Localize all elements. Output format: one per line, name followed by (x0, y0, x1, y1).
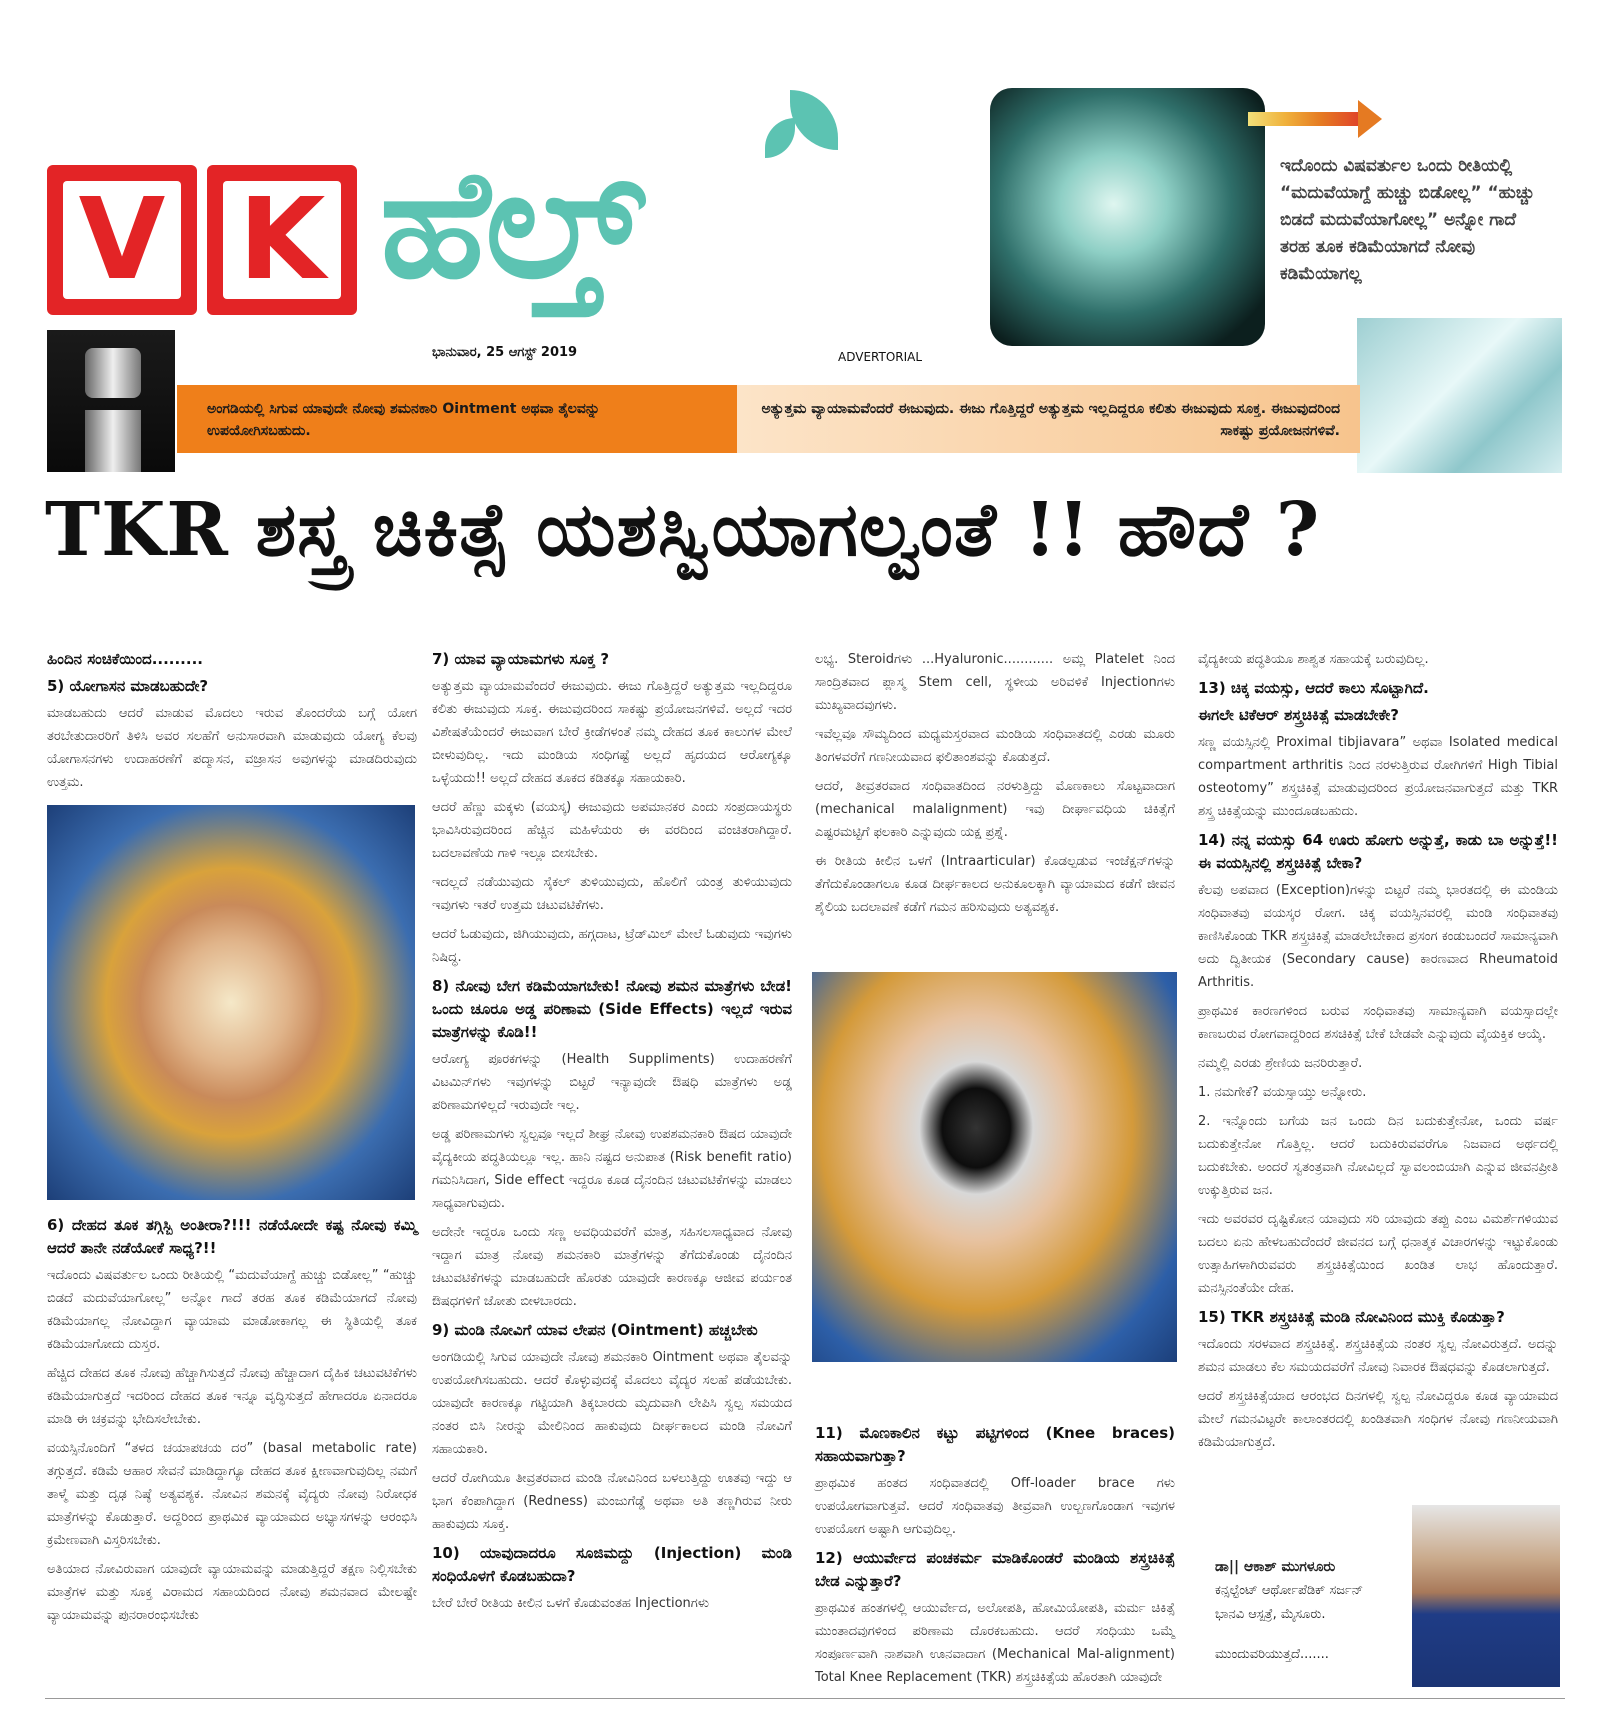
answer-7a: ಅತ್ಯುತ್ತಮ ವ್ಯಾಯಾಮವೆಂದರೆ ಈಜುವುದು. ಈಜು ಗೊತ್ತಿದ್ದರೆ ಅತ್ಯುತ್ತಮ ಇಲ್ಲದಿದ್ದರೂ ಕಲಿತು ಈಜುವುದು ಸೂಕ್ತ. ಈಜುವುದರಿಂದ ಸಾಕಷ್ಟು ಪ್ರಯೋಜನಗಳಿವೆ. ಅಲ್ಲದೆ ಇದರ ವಿಶೇಷತೆಯೆಂದರೆ ಈಜುವಾಗ ಬೇರೆ ಕ್ರೀಡೆಗಳಂತೆ ನಮ್ಮ ದೇಹದ ತೂಕ ಕಾಲುಗಳ ಮೇಲೆ ಬೀಳುವುದಿಲ್ಲ. ಇದು ಮಂಡಿಯ ಸಂಧಿಗಷ್ಟೆ ಅಲ್ಲದೆ ಹೃದಯದ ಆರೋಗ್ಯಕ್ಕೂ ಒಳ್ಳೆಯದು!! ಅಲ್ಲದೆ ದೇಹದ ತೂಕದ ಕಡಿತಕ್ಕೂ ಸಹಾಯಕಾರಿ. (432, 679, 792, 786)
advertorial-label: ADVERTORIAL (838, 350, 923, 364)
answer-14f: ಇದು ಅವರವರ ದೃಷ್ಟಿಕೋನ ಯಾವುದು ಸರಿ ಯಾವುದು ತಪ್ಪು ಎಂಬ ವಿಮರ್ಶೆಗಳಿಯುವ ಬದಲು ಏನು ಹೇಳಬಹುದೆಂದರೆ ಜೀವನದ ಬಗ್ಗೆ ಧನಾತ್ಮಕ ವಿಚಾರಗಳನ್ನು ಇಟ್ಟುಕೊಂಡು ಉತ್ಸಾಹಿಗಳಾಗಿರುವವರು ಶಸ್ತ್ರಚಿಕಿತ್ಸೆಯಿಂದ ಖಂಡಿತ ಲಾಭ ಹೊಂದುತ್ತಾರೆ. ಮನಸ್ಸಿನಂತೆಯೇ ದೇಹ. (1198, 1212, 1558, 1296)
answer-10c: ಇವೆಲ್ಲವೂ ಸೌಮ್ಯದಿಂದ ಮಧ್ಯಮಸ್ತರವಾದ ಮಂಡಿಯ ಸಂಧಿವಾತದಲ್ಲಿ ಎರಡು ಮೂರು ತಿಂಗಳವರೆಗೆ ಗಣನೀಯವಾದ ಫಲಿತಾಂಶವನ್ನು ಕೊಡುತ್ತದೆ. (815, 727, 1175, 765)
knee-xray-image (990, 88, 1265, 346)
question-8: 8) ನೋವು ಬೇಗ ಕಡಿಮೆಯಾಗಬೇಕು! ನೋವು ಶಮನ ಮಾತ್ರೆಗಳು ಬೇಡ! ಒಂದು ಚೂರೂ ಅಡ್ಡ ಪರಿಣಾಮ (Side Effects) ಇಲ್ಲದೆ ಇರುವ ಮಾತ್ರೆಗಳನ್ನು ಕೊಡಿ!! (432, 977, 792, 1041)
arrow-icon (1248, 112, 1358, 126)
knee-surgery-photo (47, 805, 415, 1200)
answer-6c: ವಯಸ್ಸಿನೊಂದಿಗೆ “ತಳದ ಚಯಾಪಚಯ ದರ” (basal metabolic rate) ತಗ್ಗುತ್ತದೆ. ಕಡಿಮೆ ಆಹಾರ ಸೇವನೆ ಮಾಡಿದ್ದಾಗ್ಯೂ ದೇಹದ ತೂಕ ಕ್ಷೀಣವಾಗುವುದಿಲ್ಲ ನಮಗೆ ತಾಳ್ಮೆ ಮತ್ತು ದೃಢ ನಿಷ್ಠೆ ಅತ್ಯವಶ್ಯಕ. ನೋವಿನ ಶಮನಕ್ಕೆ ವೈದ್ಯರು ನೋವು ನಿರೋಧಕ ಮಾತ್ರೆಗಳನ್ನು ಕೊಡುತ್ತಾರೆ. ಅದ್ದರಿಂದ ಪ್ರಾಥಮಿಕ ವ್ಯಾಯಾಮದ ಅಭ್ಯಾಸಗಳನ್ನು ಆರಂಭಿಸಿ ಕ್ರಮೇಣವಾಗಿ ವಿಸ್ತರಿಸಬೇಕು. (47, 1441, 417, 1548)
answer-10d: ಆದರೆ, ತೀವ್ರತರವಾದ ಸಂಧಿವಾತದಿಂದ ನರಳುತ್ತಿದ್ದು ಮೊಣಕಾಲು ಸೊಟ್ಟವಾದಾಗ (mechanical malalignment) ಇವು ದೀರ್ಘಾವಧಿಯ ಚಿಕಿತ್ಸೆಗೆ ಎಷ್ಟರಮಟ್ಟಿಗೆ ಫಲಕಾರಿ ಎನ್ನುವುದು ಯಕ್ಷ ಪ್ರಶ್ನೆ. (815, 779, 1175, 840)
answer-7c: ಇದಲ್ಲದೆ ನಡೆಯುವುದು ಸೈಕಲ್ ತುಳಿಯುವುದು, ಹೊಲಿಗೆ ಯಂತ್ರ ತುಳಿಯುವುದು ಇವುಗಳು ಇತರೆ ಉತ್ತಮ ಚಟುವಟಿಕೆಗಳು. (432, 875, 792, 913)
answer-8b: ಅಡ್ಡ ಪರಿಣಾಮಗಳು ಸ್ವಲ್ಪವೂ ಇಲ್ಲದೆ ಶೀಘ್ರ ನೋವು ಉಪಶಮನಕಾರಿ ಔಷದ ಯಾವುದೇ ವೈದ್ಯಕೀಯ ಪದ್ಧತಿಯಲ್ಲೂ ಇಲ್ಲ. ಹಾನಿ ನಷ್ಟದ ಅನುಪಾತ (Risk benefit ratio) ಗಮನಿಸಿದಾಗ, Side effect ಇದ್ದರೂ ಕೂಡ ದೈನಂದಿನ ಚಟುವಟಿಕೆಗಳನ್ನು ಮಾಡಲು ಸಾಧ್ಯವಾಗುವುದು. (432, 1127, 792, 1211)
column-3 (815, 648, 1175, 925)
question-11: 11) ಮೊಣಕಾಲಿನ ಕಟ್ಟು ಪಟ್ಟಿಗಳಿಂದ (Knee braces) ಸಹಾಯವಾಗುತ್ತಾ? (815, 1424, 1175, 1465)
column-3-lower (815, 1420, 1175, 1695)
answer-8a: ಆರೋಗ್ಯ ಪೂರಕಗಳನ್ನು (Health Suppliments) ಉದಾಹರಣೆಗೆ ವಿಟಮಿನ್‌ಗಳು ಇವುಗಳನ್ನು ಬಿಟ್ಟರೆ ಇನ್ಯಾವುದೇ ಔಷಧಿ ಮಾತ್ರೆಗಳು ಅಡ್ಡ ಪರಿಣಾಮಗಳಿಲ್ಲದೆ ಇರುವುದೇ ಇಲ್ಲ. (432, 1052, 792, 1113)
answer-14b: ಪ್ರಾಥಮಿಕ ಕಾರಣಗಳಿಂದ ಬರುವ ಸಂಧಿವಾತವು ಸಾಮಾನ್ಯವಾಗಿ ವಯಸ್ಸಾದಲ್ಲೇ ಕಾಣಬರುವ ರೋಗವಾದ್ದರಿಂದ ಶಸಚಿಕಿತ್ಸೆ ಬೇಕೆ ಬೇಡವೇ ಎನ್ನುವುದು ವೈಯಕ್ತಿಕ ಆಯ್ಕೆ. (1198, 1004, 1558, 1042)
author-title: ಕನ್ಸಲ್ಟೆಂಟ್ ಆರ್ಥೋಪೆಡಿಕ್ ಸರ್ಜನ್ (1215, 1583, 1364, 1598)
continued-note: ಮುಂದುವರಿಯುತ್ತದೆ....... (1215, 1647, 1329, 1662)
page-headline: TKR ಶಸ್ತ್ರ ಚಿಕಿತ್ಸೆ ಯಶಸ್ವಿಯಾಗಲ್ವಂತೆ !! ಹೌದೆ ? (45, 487, 1321, 573)
answer-10b: ಲಭ್ಯ. Steroidಗಳು ...Hyaluronic............ ಅಮ್ಲ Platelet ನಿಂದ ಸಾಂದ್ರಿತವಾದ ಪ್ಲಾಸ್ಮ Stem cell, ಸ್ಥಳೀಯ ಅರಿವಳಿಕೆ Injectionಗಳು ಮುಖ್ಯವಾದವುಗಳು. (815, 652, 1175, 713)
leaf-icon (790, 90, 838, 150)
question-5: 5) ಯೋಗಾಸನ ಮಾಡಬಹುದೇ? (47, 677, 209, 695)
answer-5: ಮಾಡಬಹುದು ಆದರೆ ಮಾಡುವ ಮೊದಲು ಇರುವ ತೊಂದರೆಯ ಬಗ್ಗೆ ಯೋಗ ತರಬೇತುದಾರರಿಗೆ ತಿಳಿಸಿ ಅವರ ಸಲಹೆಗೆ ಅನುಸಾರವಾಗಿ ಮಾಡುವುದು ಯೋಗ್ಯ ಕೆಲವು ಯೋಗಾಸನಗಳು ಉದಾಹರಣೆಗೆ ಪದ್ಮಾಸನ, ವಜ್ರಾಸನ ಅವುಗಳನ್ನು ಮಾಡದಿರುವುದು ಉತ್ತಮ. (47, 706, 417, 790)
answer-8c: ಅದೇನೇ ಇದ್ದರೂ ಒಂದು ಸಣ್ಣ ಅವಧಿಯವರೆಗೆ ಮಾತ್ರ, ಸಹಿಸಲಸಾಧ್ಯವಾದ ನೋವು ಇದ್ದಾಗ ಮಾತ್ರ ನೋವು ಶಮನಕಾರಿ ಮಾತ್ರೆಗಳನ್ನು ತೆಗೆದುಕೊಂಡು ದೈನಂದಿನ ಚಟುವಟಿಕೆಗಳನ್ನು ಮಾಡಬಹುದೇ ಹೊರತು ಯಾವುದೇ ಕಾರಣಕ್ಕೂ ಆಜೀವ ಪರ್ಯಂತ ಔಷಧಗಳಿಗೆ ಜೋತು ಬೀಳಬಾರದು. (432, 1225, 792, 1309)
issue-date: ಭಾನುವಾರ, 25 ಆಗಸ್ಟ್ 2019 (432, 345, 578, 360)
implant-xray-image (47, 330, 175, 472)
leg-xray-image (1357, 318, 1562, 473)
column-2 (432, 648, 792, 1621)
author-byline (1215, 1555, 1405, 1667)
answer-14d: 1. ನಮಗೇಕೆ? ವಯಸ್ಸಾಯ್ತು ಅನ್ನೋರು. (1198, 1085, 1367, 1100)
answer-12b: ವೈದ್ಯಕೀಯ ಪದ್ಧತಿಯೂ ಶಾಶ್ವತ ಸಹಾಯಕ್ಕೆ ಬರುವುದಿಲ್ಲ. (1198, 652, 1429, 667)
answer-10: ಬೇರೆ ಬೇರೆ ರೀತಿಯ ಕೀಲಿನ ಒಳಗೆ ಕೊಡುವಂತಹ Injectionಗಳು (432, 1596, 710, 1611)
answer-6b: ಹೆಚ್ಚಿದ ದೇಹದ ತೂಕ ನೋವು ಹೆಚ್ಚಾಗಿಸುತ್ತದೆ ನೋವು ಹೆಚ್ಚಾದಾಗ ದೈಹಿಕ ಚಟುವಟಿಕೆಗಳು ಕಡಿಮೆಯಾಗುತ್ತದೆ ಇದರಿಂದ ದೇಹದ ತೂಕ ಇನ್ನೂ ವೃದ್ಧಿಸುತ್ತದೆ ಹೇಗಾದರೂ ಏನಾದರೂ ಮಾಡಿ ಈ ಚಕ್ರವನ್ನು ಭೇದಿಸಲೇಬೇಕು. (47, 1366, 417, 1427)
author-name: ಡಾ|| ಆಕಾಶ್ ಮುಗಳೂರು (1215, 1559, 1336, 1575)
logo-letter-k: K (207, 165, 357, 315)
question-12: 12) ಆಯುರ್ವೇದ ಪಂಚಕರ್ಮ ಮಾಡಿಕೊಂಡರೆ ಮಂಡಿಯ ಶಸ್ತ್ರಚಿಕಿತ್ಸೆ ಬೇಡ ಎನ್ನುತ್ತಾರೆ? (815, 1549, 1175, 1590)
question-6: 6) ದೇಹದ ತೂಕ ತಗ್ಗಿಸ್ಬಿ ಅಂತೀರಾ?!!! ನಡೆಯೋದೇ ಕಷ್ಟ ನೋವು ಕಮ್ಮಿ ಆದರೆ ತಾನೇ ನಡೆಯೋಕೆ ಸಾಧ್ಯ?!! (47, 1216, 417, 1257)
answer-9a: ಅಂಗಡಿಯಲ್ಲಿ ಸಿಗುವ ಯಾವುದೇ ನೋವು ಶಮನಕಾರಿ Ointment ಅಥವಾ ತೈಲವನ್ನು ಉಪಯೋಗಿಸಬಹುದು. ಆದರೆ ಕೊಳ್ಳುವುದಕ್ಕೆ ಮೊದಲು ವೈದ್ಯರ ಸಲಹೆ ಪಡೆಯಬೇಕು. ಯಾವುದೇ ಕಾರಣಕ್ಕೂ ಗಟ್ಟಿಯಾಗಿ ತಿಕ್ಕಬಾರದು ಮೃದುವಾಗಿ ಲೇಪಿಸಿ ಸ್ವಲ್ಪ ಸಮಯದ ನಂತರ ಬಿಸಿ ನೀರನ್ನು ಮೇಲಿನಿಂದ ಹಾಕುವುದು ದೀರ್ಘಕಾಲದ ಮಂಡಿ ನೋವಿಗೆ ಸಹಾಯಕಾರಿ. (432, 1350, 792, 1457)
question-14: 14) ನನ್ನ ವಯಸ್ಸು 64 ಊರು ಹೋಗು ಅನ್ನುತ್ತೆ, ಕಾಡು ಬಾ ಅನ್ನುತ್ತೆ!! ಈ ವಯಸ್ಸಿನಲ್ಲಿ ಶಸ್ತ್ರಚಿಕಿತ್ಸೆ ಬೇಕಾ? (1198, 831, 1558, 872)
health-title: ಹೆಲ್ತ್ (380, 138, 644, 312)
answer-11: ಪ್ರಾಥಮಿಕ ಹಂತದ ಸಂಧಿವಾತದಲ್ಲಿ Off-loader brace ಗಳು ಉಪಯೋಗವಾಗುತ್ತವೆ. ಆದರೆ ಸಂಧಿವಾತವು ತೀವ್ರವಾಗಿ ಉಲ್ಬಣಗೊಂಡಾಗ ಇವುಗಳ ಉಪಯೋಗ ಅಷ್ಟಾಗಿ ಆಗುವುದಿಲ್ಲ. (815, 1476, 1175, 1537)
answer-10e: ಈ ರೀತಿಯ ಕೀಲಿನ ಒಳಗೆ (Intraarticular) ಕೊಡಲ್ಪಡುವ ಇಂಜೆಕ್ಷನ್‌ಗಳನ್ನು ತೆಗೆದುಕೊಂಡಾಗಲೂ ಕೂಡ ದೀರ್ಘಕಾಲದ ಅನುಕೂಲಕ್ಕಾಗಿ ವ್ಯಾಯಾಮದ ಕಡೆಗೆ ಜೀವನ ಶೈಲಿಯ ಬದಲಾವಣೆ ಕಡೆಗೆ ಗಮನ ಹರಿಸುವುದು ಅತ್ಯವಶ್ಯಕ. (815, 854, 1175, 915)
implant-surgery-photo (812, 972, 1177, 1362)
question-15: 15) TKR ಶಸ್ತ್ರಚಿಕಿತ್ಸೆ ಮಂಡಿ ನೋವಿನಿಂದ ಮುಕ್ತಿ ಕೊಡುತ್ತಾ? (1198, 1308, 1505, 1326)
answer-14c: ನಮ್ಮಲ್ಲಿ ಎರಡು ಶ್ರೇಣಿಯ ಜನರಿರುತ್ತಾರೆ. (1198, 1056, 1363, 1071)
answer-6d: ಅತಿಯಾದ ನೋವಿರುವಾಗ ಯಾವುದೇ ವ್ಯಾಯಾಮವನ್ನು ಮಾಡುತ್ತಿದ್ದರೆ ತಕ್ಷಣ ನಿಲ್ಲಿಸಬೇಕು ಮಾತ್ರೆಗಳ ಮತ್ತು ಸೂಕ್ತ ವಿರಾಮದ ಸಹಾಯದಿಂದ ನೋವು ಶಮನವಾದ ಮೇಲಷ್ಟೇ ವ್ಯಾಯಾಮವನ್ನು ಪುನರಾರಂಭಿಸಬೇಕು (47, 1562, 417, 1623)
answer-9b: ಆದರೆ ರೋಗಿಯೂ ತೀವ್ರತರವಾದ ಮಂಡಿ ನೋವಿನಿಂದ ಬಳಲುತ್ತಿದ್ದು ಊತವು ಇದ್ದು ಆ ಭಾಗ ಕೆಂಪಾಗಿದ್ದಾಗ (Redness) ಮಂಜುಗೆಡ್ಡೆ ಅಥವಾ ಅತಿ ತಣ್ಣಗಿರುವ ನೀರು ಹಾಕುವುದು ಸೂಕ್ತ. (432, 1471, 792, 1532)
doctor-photo (1412, 1505, 1560, 1687)
question-13: 13) ಚಿಕ್ಕ ವಯಸ್ಸು, ಆದರೆ ಕಾಲು ಸೊಟ್ಟಾಗಿದೆ. (1198, 679, 1429, 697)
answer-13: ಸಣ್ಣ ವಯಸ್ಸಿನಲ್ಲಿ Proximal tibjiavara” ಅಥವಾ Isolated medical compartment arthritis ನಿಂದ ನರಳುತ್ತಿರುವ ರೋಗಿಗಳಿಗೆ High Tibial osteotomy” ಶಸ್ತ್ರಚಿಕಿತ್ಸೆ ಮಾಡುವುದರಿಂದ ಪ್ರಯೋಜನವಾಗುತ್ತದೆ ಮತ್ತು TKR ಶಸ್ತ್ರ ಚಿಕಿತ್ಸೆಯನ್ನು ಮುಂದೂಡಬಹುದು. (1198, 735, 1558, 819)
answer-7d: ಆದರೆ ಓಡುವುದು, ಜಿಗಿಯುವುದು, ಹಗ್ಗದಾಟ, ಟ್ರೆಡ್‌ಮಿಲ್ ಮೇಲೆ ಓಡುವುದು ಇವುಗಳು ನಿಷಿದ್ಧ. (432, 927, 792, 965)
leaf-icon (765, 118, 795, 158)
bottom-rule (45, 1698, 1565, 1699)
swimming-banner: ಅತ್ಯುತ್ತಮ ವ್ಯಾಯಾಮವೆಂದರೆ ಈಜುವುದು. ಈಜು ಗೊತ್ತಿದ್ದರೆ ಅತ್ಯುತ್ತಮ ಇಲ್ಲದಿದ್ದರೂ ಕಲಿತು ಈಜುವುದು ಸೂಕ್ತ. ಈಜುವುದರಿಂದ ಸಾಕಷ್ಟು ಪ್ರಯೋಜನಗಳಿವೆ. (737, 385, 1360, 453)
answer-14a: ಕೆಲವು ಅಪವಾದ (Exception)ಗಳನ್ನು ಬಿಟ್ಟರೆ ನಮ್ಮ ಭಾರತದಲ್ಲಿ ಈ ಮಂಡಿಯ ಸಂಧಿವಾತವು ವಯಸ್ಕರ ರೋಗ. ಚಿಕ್ಕ ವಯಸ್ಸಿನವರಲ್ಲಿ ಮಂಡಿ ಸಂಧಿವಾತವು ಕಾಣಿಸಿಕೊಂಡು TKR ಶಸ್ತ್ರಚಿಕಿತ್ಸೆ ಮಾಡಲೇಬೇಕಾದ ಪ್ರಸಂಗ ಕಂಡುಬಂದರೆ ಸಾಮಾನ್ಯವಾಗಿ ಅದು ದ್ವಿತೀಯಕ (Secondary cause) ಕಾರಣವಾದ Rheumatoid Arthritis. (1198, 883, 1558, 990)
answer-14e: 2. ಇನ್ನೊಂದು ಬಗೆಯ ಜನ ಒಂದು ದಿನ ಬದುಕುತ್ತೇನೋ, ಒಂದು ವರ್ಷ ಬದುಕುತ್ತೇನೋ ಗೊತ್ತಿಲ್ಲ. ಆದರೆ ಬದುಕಿರುವವರೆಗೂ ನಿಜವಾದ ಅರ್ಥದಲ್ಲಿ ಬದುಕಬೇಕು. ಅಂದರೆ ಸ್ವತಂತ್ರವಾಗಿ ನೋವಿಲ್ಲದೆ ಸ್ವಾವಲಂಬಿಯಾಗಿ ಎನ್ನುವ ಜೀವನಪ್ರೀತಿ ಉಕ್ಕುತ್ತಿರುವ ಜನ. (1198, 1114, 1558, 1198)
answer-15b: ಆದರೆ ಶಸ್ತ್ರಚಿಕಿತ್ಸೆಯಾದ ಆರಂಭದ ದಿನಗಳಲ್ಲಿ ಸ್ವಲ್ಪ ನೋವಿದ್ದರೂ ಕೂಡ ವ್ಯಾಯಾಮದ ಮೇಲೆ ಗಮನವಿಟ್ಟರೇ ಕಾಲಾಂತರದಲ್ಲಿ ಖಂಡಿತವಾಗಿ ಸಂಧಿಗಳ ನೋವು ಗಣನೀಯವಾಗಿ ಕಡಿಮೆಯಾಗುತ್ತದೆ. (1198, 1389, 1558, 1450)
column-1 (47, 648, 417, 800)
side-quote: ಇದೊಂದು ವಿಷವರ್ತುಲ ಒಂದು ರೀತಿಯಲ್ಲಿ “ಮದುವೆಯಾಗ್ದೆ ಹುಚ್ಚು ಬಿಡೋಲ್ಲ” “ಹುಚ್ಚು ಬಿಡದೆ ಮದುವೆಯಾಗೋಲ್ಲ” ಅನ್ನೋ ಗಾದೆ ತರಹ ತೂಕ ಕಡಿಮೆಯಾಗದೆ ನೋವು ಕಡಿಮೆಯಾಗಲ್ಲ (1280, 156, 1535, 284)
continued-label: ಹಿಂದಿನ ಸಂಚಿಕೆಯಿಂದ......... (47, 650, 203, 668)
author-hospital: ಭಾನವಿ ಆಸ್ಪತ್ರೆ, ಮೈಸೂರು. (1215, 1607, 1326, 1622)
question-10: 10) ಯಾವುದಾದರೂ ಸೂಜಿಮದ್ದು (Injection) ಮಂಡಿ ಸಂಧಿಯೊಳಗೆ ಕೊಡಬಹುದಾ? (432, 1544, 792, 1585)
logo-letter-v: V (47, 165, 197, 315)
answer-12: ಪ್ರಾಥಮಿಕ ಹಂತಗಳಲ್ಲಿ ಆಯುರ್ವೇದ, ಅಲೋಪತಿ, ಹೋಮಿಯೋಪತಿ, ಮರ್ಮ ಚಿಕಿತ್ಸೆ ಮುಂತಾದವುಗಳಿಂದ ಪರಿಣಾಮ ದೊರಕಬಹುದು. ಆದರೆ ಸಂಧಿಯು ಒಮ್ಮೆ ಸಂಪೂರ್ಣವಾಗಿ ನಾಶವಾಗಿ ಊನವಾದಾಗ (Mechanical Mal-alignment) Total Knee Replacement (TKR) ಶಸ್ತ್ರಚಿಕಿತ್ಸೆಯ ಹೊರತಾಗಿ ಯಾವುದೇ (815, 1601, 1175, 1685)
question-7: 7) ಯಾವ ವ್ಯಾಯಾಮಗಳು ಸೂಕ್ತ ? (432, 650, 610, 668)
question-9: 9) ಮಂಡಿ ನೋವಿಗೆ ಯಾವ ಲೇಪನ (Ointment) ಹಚ್ಚಬೇಕು (432, 1321, 758, 1339)
ointment-banner: ಅಂಗಡಿಯಲ್ಲಿ ಸಿಗುವ ಯಾವುದೇ ನೋವು ಶಮನಕಾರಿ Ointment ಅಥವಾ ತೈಲವನ್ನು ಉಪಯೋಗಿಸಬಹುದು. (177, 385, 737, 453)
column-4 (1198, 648, 1558, 1460)
question-13-sub: ಈಗಲೇ ಟಿಕೆಆರ್ ಶಸ್ತ್ರಚಿಕಿತ್ಸೆ ಮಾಡಬೇಕೇ? (1198, 706, 1399, 724)
answer-7b: ಆದರೆ ಹೆಣ್ಣು ಮಕ್ಕಳು (ವಯಸ್ಕ) ಈಜುವುದು ಅಪಮಾನಕರ ಎಂದು ಸಂಪ್ರದಾಯಸ್ಥರು ಭಾವಿಸಿರುವುದರಿಂದ ಹೆಚ್ಚಿನ ಮಹಿಳೆಯರು ಈ ವರದಿಂದ ವಂಚಿತರಾಗಿದ್ದಾರೆ. ಬದಲಾವಣೆಯ ಗಾಳಿ ಇಲ್ಲೂ ಬೀಸಬೇಕು. (432, 800, 792, 861)
answer-15a: ಇದೊಂದು ಸರಳವಾದ ಶಸ್ತ್ರಚಿಕಿತ್ಸೆ. ಶಸ್ತ್ರಚಿಕಿತ್ಸೆಯ ನಂತರ ಸ್ವಲ್ಪ ನೋವಿರುತ್ತದೆ. ಅದನ್ನು ಶಮನ ಮಾಡಲು ಕೆಲ ಸಮಯದವರೆಗೆ ನೋವು ನಿವಾರಕ ಔಷಧವನ್ನು ಕೊಡಲಾಗುತ್ತದೆ. (1198, 1337, 1558, 1375)
arrow-head-icon (1358, 100, 1382, 138)
answer-6a: ಇದೊಂದು ವಿಷವರ್ತುಲ ಒಂದು ರೀತಿಯಲ್ಲಿ “ಮದುವೆಯಾಗ್ದೆ ಹುಚ್ಚು ಬಿಡೋಲ್ಲ” “ಹುಚ್ಚು ಬಿಡದೆ ಮದುವೆಯಾಗೋಲ್ಲ” ಅನ್ನೋ ಗಾದೆ ತರಹ ತೂಕ ಕಡಿಮೆಯಾಗದೆ ನೋವು ಕಡಿಮೆಯಾಗಲ್ಲ ನೋವಿದ್ದಾಗ ವ್ಯಾಯಾಮ ಮಾಡೋಕಾಗಲ್ಲ ಈ ಸ್ಥಿತಿಯಲ್ಲಿ ತೂಕ ಕಡಿಮೆಯಾಗೋದು ದುಸ್ತರ. (47, 1268, 417, 1352)
column-1-lower (47, 1212, 417, 1633)
